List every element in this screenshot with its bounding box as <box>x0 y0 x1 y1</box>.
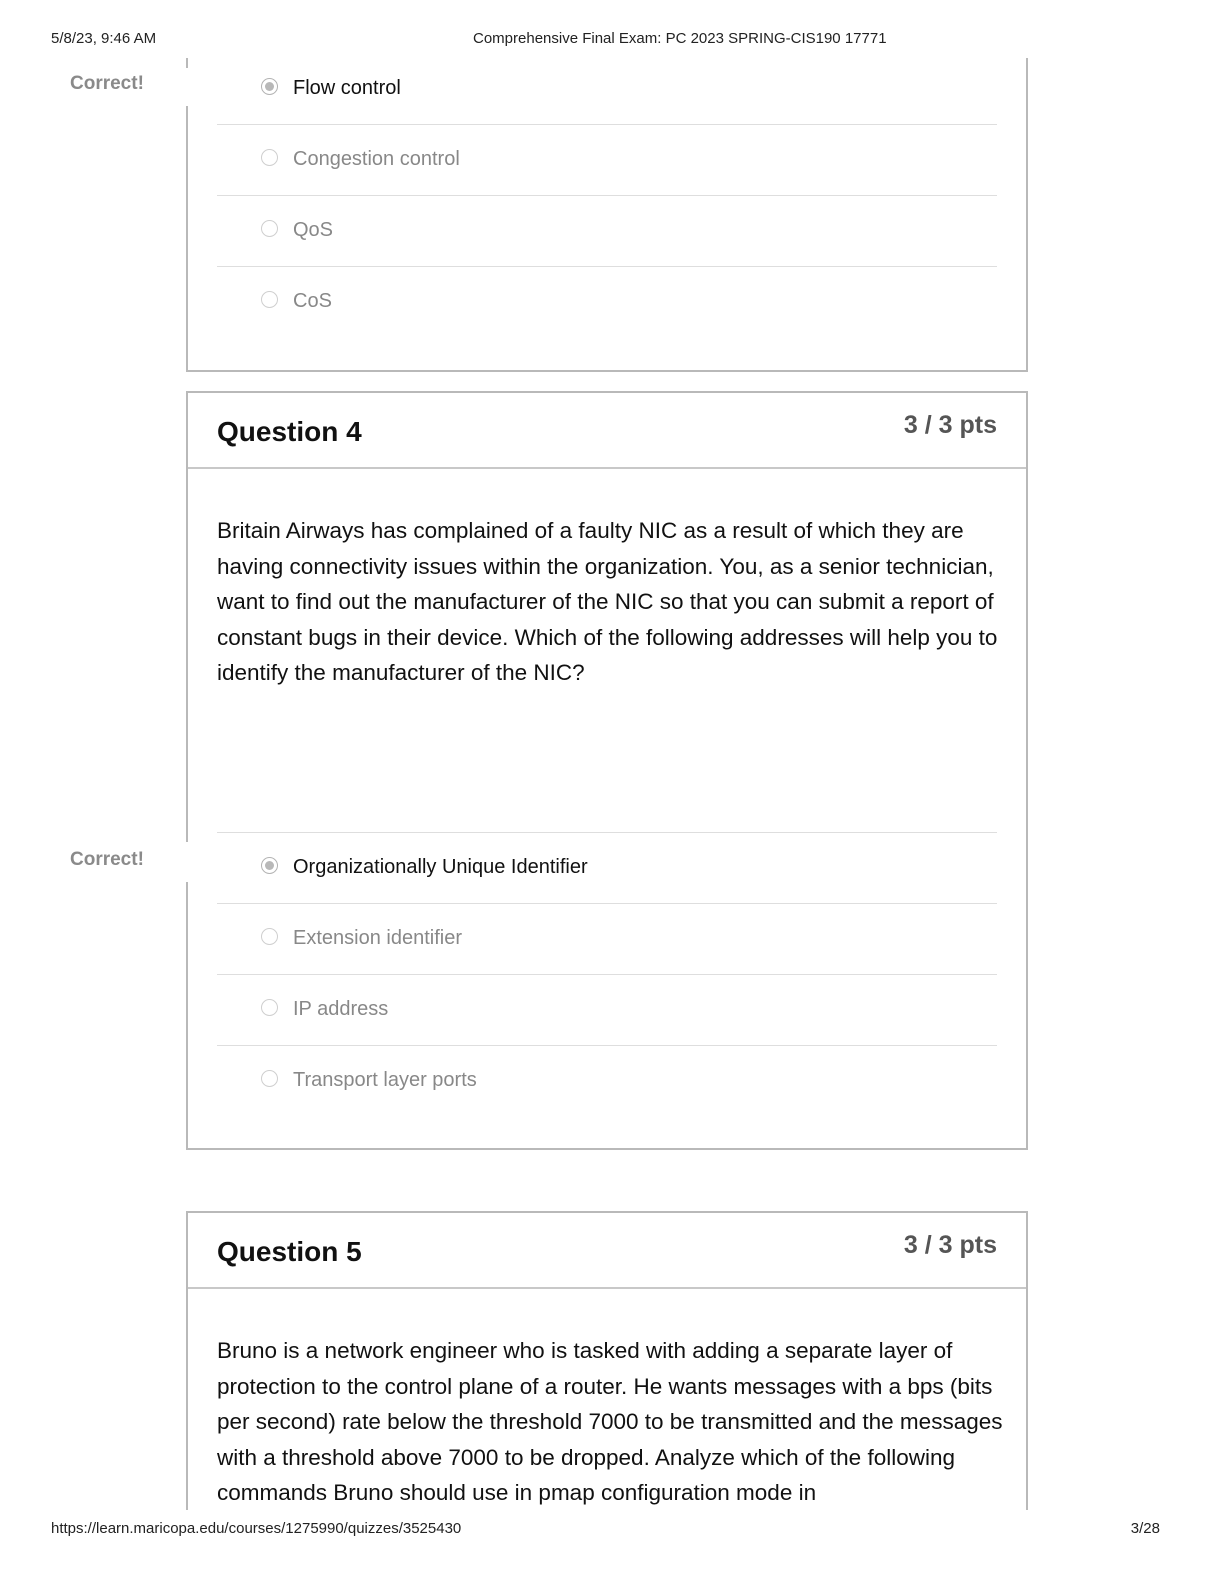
print-url: https://learn.maricopa.edu/courses/1275990/quizzes/3525430 <box>51 1520 462 1537</box>
answer-option[interactable] <box>217 904 997 975</box>
page-number: 3/28 <box>1130 1520 1160 1537</box>
radio-icon[interactable] <box>261 220 278 237</box>
question-points: 3 / 3 pts <box>903 1231 997 1259</box>
answer-option[interactable] <box>217 975 997 1046</box>
answer-option[interactable] <box>217 196 997 267</box>
print-date: 5/8/23, 9:46 AM <box>51 30 157 47</box>
question-title: Question 5 <box>217 1236 362 1267</box>
question-3-box <box>186 58 1028 372</box>
answer-option[interactable] <box>217 1046 997 1116</box>
question-text: Bruno is a network engineer who is tasked with adding a separate layer of protection to the control plane of a router. He wants messages with a bps (bits per second) rate below the threshold 7000 to be transmitted and the messages with a threshold above 7000 to be dropped. Analyze which of the following commands Bruno should use in pmap configuration mode in <box>217 1338 1003 1505</box>
answer-label: Flow control <box>293 77 401 99</box>
print-header <box>0 30 1224 50</box>
answer-option[interactable] <box>217 267 997 337</box>
quiz-content <box>0 58 1224 1510</box>
answer-label: Transport layer ports <box>293 1069 477 1091</box>
radio-icon[interactable] <box>261 999 278 1016</box>
answer-label: Congestion control <box>293 148 460 170</box>
question-title: Question 4 <box>217 416 362 447</box>
answer-option[interactable] <box>217 125 997 196</box>
flag-gap <box>180 842 194 882</box>
correct-flag: Correct! <box>70 849 144 870</box>
question-4-header <box>188 393 1026 469</box>
print-page-title: Comprehensive Final Exam: PC 2023 SPRING-CIS190 17771 <box>473 30 887 47</box>
answer-label: QoS <box>293 219 334 241</box>
print-footer <box>0 1520 1224 1540</box>
question-4-answers <box>217 832 997 1116</box>
answer-label: Organizationally Unique Identifier <box>293 856 588 878</box>
question-5-box <box>186 1211 1028 1510</box>
question-5-header <box>188 1213 1026 1289</box>
question-4-box <box>186 391 1028 1150</box>
radio-icon[interactable] <box>261 149 278 166</box>
question-3-answers <box>217 58 997 337</box>
radio-icon[interactable] <box>261 1070 278 1087</box>
question-text: Britain Airways has complained of a faulty NIC as a result of which they are having connectivity issues within the organization. You, as a senior technician, want to find out the manufacturer of the NIC so that you can submit a report of constant bugs in their device. Which of the following addresses will help you to identify the manufacturer of the NIC? <box>217 518 998 685</box>
answer-label: CoS <box>293 290 332 312</box>
answer-option[interactable] <box>217 58 997 125</box>
radio-selected-icon[interactable] <box>261 857 278 874</box>
answer-label: Extension identifier <box>293 927 462 949</box>
radio-icon[interactable] <box>261 928 278 945</box>
answer-option[interactable] <box>217 832 997 904</box>
question-points: 3 / 3 pts <box>903 411 997 439</box>
answer-label: IP address <box>293 998 389 1020</box>
correct-flag: Correct! <box>70 73 144 94</box>
radio-icon[interactable] <box>261 291 278 308</box>
flag-gap <box>180 68 194 106</box>
radio-selected-icon[interactable] <box>261 78 278 95</box>
